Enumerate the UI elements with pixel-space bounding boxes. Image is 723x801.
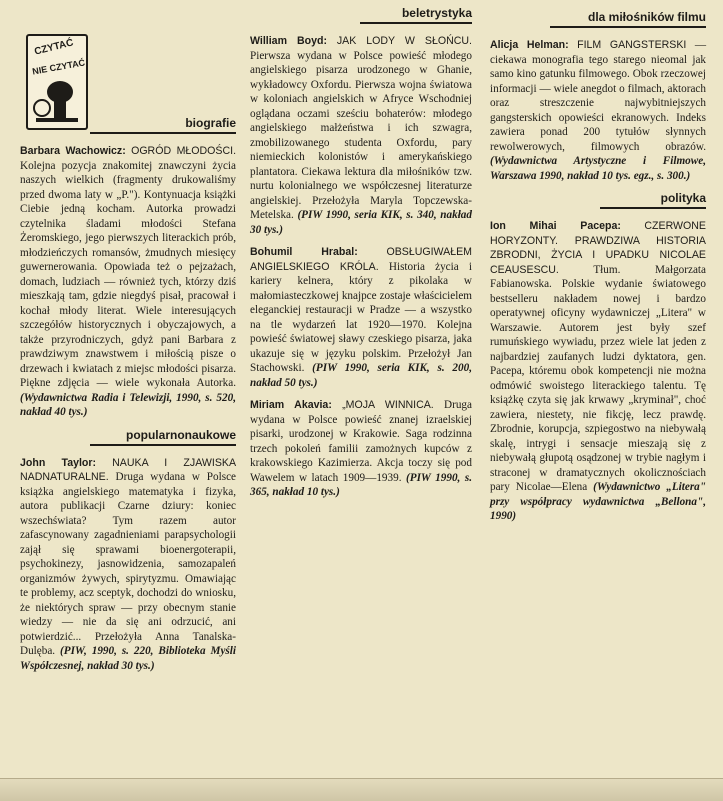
entry-body: Kolejna pozycja znakomitej znawczyni życia naszych wielkich (fragmenty drukowaliśmy przed dwoma laty w „P."). Kontynuacja książki Ciebie jedną kocham. Autorka prowadzi czytelnika śladami młodości Stefana Żeromskiego, jego pierwszych literackich prób, młodzieńczych romansów, żmudnych miesięcy guwernerowania. Opowiada też o pejzażach, domach, ludziach — również tych, którzy dziś mieszkają tam, gdzie niegdyś pisał, pracował i kochał młody literat. Wiele interesujących szczegółów historycznych i obyczajowych, a także przyrodniczych, gdyż pani Barbara z prawdziwym znawstwem i miłością pisze o drzewach i kwiatach z miejsc młodości pisarza. Piękne zdjęcia — wiele wykonała Autorka.	[20, 159, 236, 389]
entry-body: Druga wydana w Polsce książka angielskiego matematyka i fizyka, autora publikacji Czarne dziury: koniec wszechświata? Tym razem autor zafascynowany zagadnieniami parapsychologii zajął się sprawami bioenergoterapii, psychokinezy, jasnowidzenia, samozapaleń organizmów żywych, spirytyzmu. Omawiając te problemy, acz sceptyk, dochodzi do wniosku, że niektórych spraw — przy obecnym stanie wiedzy — nie da się ani odrzucić, ani potwierdzić... Przełożyła Anna Tanalska-Dulęba.	[20, 471, 237, 657]
entry-taylor	[20, 456, 236, 674]
entry-author: Miriam Akavia:	[250, 399, 332, 411]
reader-figure-icon	[28, 36, 86, 128]
entry-publication: (PIW 1990, s. 365, nakład 10 tys.)	[250, 471, 473, 498]
entry-title: OGRÓD MŁODOŚCI.	[131, 145, 237, 157]
column-1	[20, 0, 236, 681]
entry-publication: (Wydawnictwa Radia i Telewizji, 1990, s. 520, nakład 40 tys.)	[20, 391, 236, 418]
entry-body: Pierwsza wydana w Polsce powieść młodego angielskiego pisarza urodzonego w Ghanie, wykładowcy Oxfordu. Pierwsza wojna światowa w koloniach angielskich w Afryce Wschodniej oglądana oczami sześciu bohaterów: młodego angielskiego małżeństwa i ich szwagra, zmobilizowanego studenta Oxfordu, pary niemieckich kolonistów i amerykańskiego plantatora. Ciekawa lektura dla miłośników tzw. nurtu kolonialnego we współczesnej literaturze angielskiej. Przełożyła Maryla Topczewska-Metelska.	[250, 49, 472, 221]
entry-publication: (Wydawnictwa Artystyczne i Filmowe, Warszawa 1990, nakład 10 tys. egz., s. 300.)	[490, 155, 706, 182]
entry-wachowicz	[20, 144, 236, 420]
entry-body: Tłum. Małgorzata Fabianowska. Polskie wydanie światowego bestselleru nakładem nowej i bardzo operatywnej oficyny wydawniczej „Litera" w Warszawie. Autorem jest były szef rumuńskiego wywiadu, przez wiele lat jeden z najbardziej zaufanych ludzi dyktatora, gen. Pacepa, któremu obok kompetencji nie można odmówić swoistego literackiego talentu. Tę książkę czyta się jak krwawy „kryminał", choć zawiera, niestety, nie fikcję, lecz prawdę. Zbrodnie, korupcja, szpiegostwo na niebywałą skalę, intrygi i sensacje mieszają się z niebywałą głupotą osądzonej w trybie nagłym i straconej w dramatycznych okolicznościach pary Nicolae—Elena	[490, 263, 706, 493]
entry-title: NAUKA I ZJAWISKA NADNATURALNE.	[20, 456, 237, 483]
section-heading-popularnonaukowe: popularnonaukowe	[90, 428, 236, 446]
entry-author: Barbara Wachowicz:	[20, 145, 126, 157]
section-heading-biografie: biografie	[90, 116, 236, 134]
entry-body: Druga wydana w Polsce powieść znanej izraelskiej pisarki, urodzonej w Krakowie. Saga rodzinna trzech pokoleń familii zamożnych kupców z krakowskiego Kazimierza. Akcja toczy się pod Wawelem w latach 1909—1939.	[250, 399, 472, 484]
entry-publication: (PIW 1990, seria KIK, s. 200, nakład 50 tys.)	[250, 362, 472, 389]
entry-boyd	[250, 34, 472, 237]
entry-title: FILM GANGSTERSKI	[577, 39, 687, 51]
section-heading-beletrystyka: beletrystyka	[360, 6, 472, 24]
section-heading-film: dla miłośników filmu	[550, 10, 706, 28]
czytac-nie-czytac-logo	[26, 34, 88, 130]
entry-author: John Taylor:	[20, 456, 97, 469]
entry-author: Bohumil Hrabal:	[250, 246, 358, 258]
section-heading-polityka: polityka	[600, 191, 706, 209]
entry-title: CZERWONE HORYZONTY. PRAWDZIWA HISTORIA ZBRODNI, ŻYCIA I UPADKU NICOLAE CEAUSESCU.	[490, 220, 706, 276]
entry-author: Ion Mihai Pacepa:	[490, 220, 621, 232]
column-2	[250, 2, 472, 508]
entry-title: JAK LODY W SŁOŃCU.	[336, 35, 472, 47]
column-3	[490, 4, 706, 532]
entry-publication: (Wydawnictwo „Litera" przy współpracy wydawnictwa „Bellona", 1990)	[490, 481, 706, 522]
entry-helman	[490, 38, 706, 183]
entry-body: — ciekawa monografia tego starego nieomal jak samo kino gatunku filmowego. Obok rzeczowej informacji — wiele anegdot o filmach, aktorach oraz streszczenie najwybitniejszych gangsterskich opowieści ekranowych. Indeks zawiera ponad 200 tytułów słynnych rewolwerowych, filmowych obrazów.	[490, 39, 706, 153]
page-fold	[0, 778, 723, 801]
entry-title: „MOJA WINNICA.	[342, 399, 434, 411]
entry-publication: (PIW 1990, seria KIK, s. 340, nakład 30 tys.)	[250, 209, 472, 236]
logo-line2: NIE CZYTAĆ	[31, 57, 86, 77]
entry-hrabal	[250, 245, 472, 390]
entry-body: Historia życia i kariery kelnera, który z pikolaka w małomiasteczkowej knajpce zostaje właścicielem eleganckiej restauracji w Pradze — a wszystko na tle wydarzeń lat 1920—1970. Kolejna powieść światowej sławy czeskiego pisarza, jaka ukazuje się w języku polskim. Przełożył Jan Stachowski.	[250, 260, 473, 374]
entry-akavia	[250, 398, 472, 500]
entry-author: William Boyd:	[250, 35, 327, 47]
logo-line1: CZYTAĆ	[33, 37, 75, 58]
entry-author: Alicja Helman:	[490, 39, 569, 51]
entry-pacepa	[490, 219, 706, 524]
entry-title: OBSŁUGIWAŁEM ANGIELSKIEGO KRÓLA.	[250, 246, 473, 273]
entry-publication: (PIW, 1990, s. 220, Biblioteka Myśli Współczesnej, nakład 30 tys.)	[20, 645, 236, 672]
